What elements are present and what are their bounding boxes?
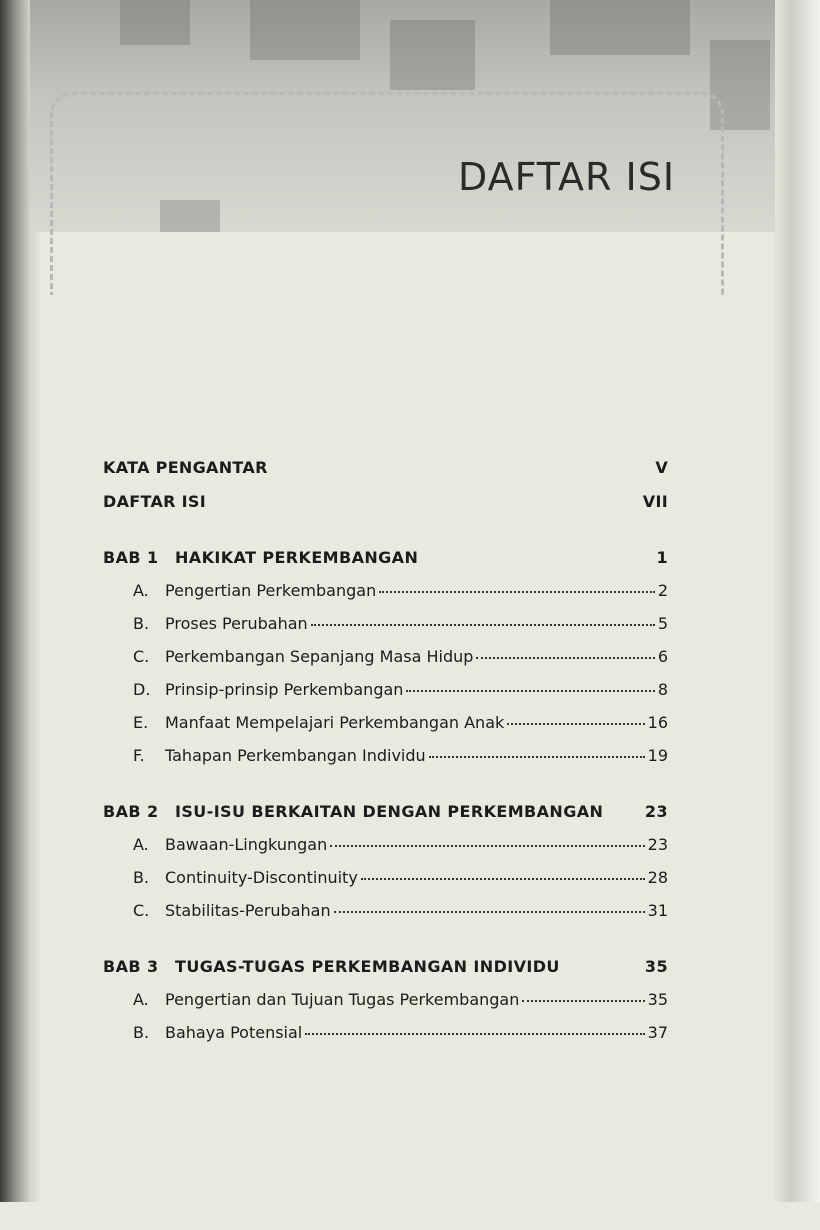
section-letter: D. (133, 680, 151, 699)
section-title: Continuity-Discontinuity (165, 868, 358, 887)
dot-leader (311, 624, 655, 626)
toc-section-entry[interactable] (103, 868, 668, 888)
chapter-number: BAB 3 (103, 957, 159, 976)
band-pattern-block (550, 0, 690, 55)
toc-chapter-heading[interactable] (103, 957, 668, 977)
chapter-title: TUGAS-TUGAS PERKEMBANGAN INDIVIDU (175, 957, 560, 976)
page-edge-shadow (772, 0, 820, 1202)
dot-leader (406, 690, 654, 692)
band-pattern-block (120, 0, 190, 45)
toc-section-entry[interactable] (103, 746, 668, 766)
section-letter: A. (133, 990, 149, 1009)
section-title: Perkembangan Sepanjang Masa Hidup (165, 647, 474, 666)
toc-section-entry[interactable] (103, 581, 668, 601)
toc-section-entry[interactable] (103, 713, 668, 733)
section-letter: B. (133, 614, 150, 633)
page-title: DAFTAR ISI (458, 155, 676, 200)
section-page: 37 (647, 1023, 668, 1042)
section-letter: F. (133, 746, 145, 765)
section-title: Proses Perubahan (165, 614, 308, 633)
section-letter: B. (133, 868, 150, 887)
chapter-number: BAB 2 (103, 802, 159, 821)
dot-leader (305, 1033, 644, 1035)
section-letter: A. (133, 835, 149, 854)
section-letter: B. (133, 1023, 150, 1042)
section-title: Tahapan Perkembangan Individu (165, 746, 426, 765)
section-title: Stabilitas-Perubahan (165, 901, 331, 920)
toc-section-entry[interactable] (103, 680, 668, 700)
dot-leader (476, 657, 654, 659)
section-title: Pengertian dan Tujuan Tugas Perkembangan (165, 990, 520, 1009)
band-pattern-block (250, 0, 360, 60)
chapter-page: 1 (656, 548, 668, 567)
section-title: Prinsip-prinsip Perkembangan (165, 680, 404, 699)
section-letter: C. (133, 647, 150, 666)
dot-leader (379, 591, 655, 593)
section-letter: E. (133, 713, 149, 732)
dot-leader (330, 845, 644, 847)
toc-section-entry[interactable] (103, 647, 668, 667)
section-page: 35 (647, 990, 668, 1009)
section-title: Pengertian Perkembangan (165, 581, 377, 600)
dot-leader (361, 878, 645, 880)
dot-leader (429, 756, 645, 758)
section-title: Bahaya Potensial (165, 1023, 303, 1042)
toc-front-entry[interactable] (103, 458, 668, 478)
section-page: 6 (657, 647, 668, 666)
band-pattern-block (390, 20, 475, 90)
chapter-number: BAB 1 (103, 548, 159, 567)
table-of-contents (103, 458, 668, 1043)
section-page: 19 (647, 746, 668, 765)
toc-chapter-heading[interactable] (103, 802, 668, 822)
section-title: Bawaan-Lingkungan (165, 835, 328, 854)
chapter-title: HAKIKAT PERKEMBANGAN (175, 548, 419, 567)
section-page: 8 (657, 680, 668, 699)
toc-section-entry[interactable] (103, 990, 668, 1010)
section-letter: C. (133, 901, 150, 920)
section-page: 16 (647, 713, 668, 732)
chapter-page: 23 (644, 802, 668, 821)
toc-front-entry[interactable] (103, 492, 668, 512)
toc-entry-title: KATA PENGANTAR (103, 458, 268, 477)
section-page: 31 (647, 901, 668, 920)
toc-section-entry[interactable] (103, 901, 668, 921)
toc-section-entry[interactable] (103, 1023, 668, 1043)
section-letter: A. (133, 581, 149, 600)
dot-leader (507, 723, 644, 725)
section-page: 28 (647, 868, 668, 887)
dot-leader (334, 911, 645, 913)
section-page: 5 (657, 614, 668, 633)
dot-leader (522, 1000, 644, 1002)
chapter-page: 35 (644, 957, 668, 976)
toc-section-entry[interactable] (103, 835, 668, 855)
toc-chapter-heading[interactable] (103, 548, 668, 568)
toc-entry-page: VII (642, 492, 668, 511)
chapter-title: ISU-ISU BERKAITAN DENGAN PERKEMBANGAN (175, 802, 604, 821)
section-page: 23 (647, 835, 668, 854)
toc-entry-page: V (655, 458, 668, 477)
section-title: Manfaat Mempelajari Perkembangan Anak (165, 713, 505, 732)
toc-section-entry[interactable] (103, 614, 668, 634)
toc-entry-title: DAFTAR ISI (103, 492, 206, 511)
section-page: 2 (657, 581, 668, 600)
